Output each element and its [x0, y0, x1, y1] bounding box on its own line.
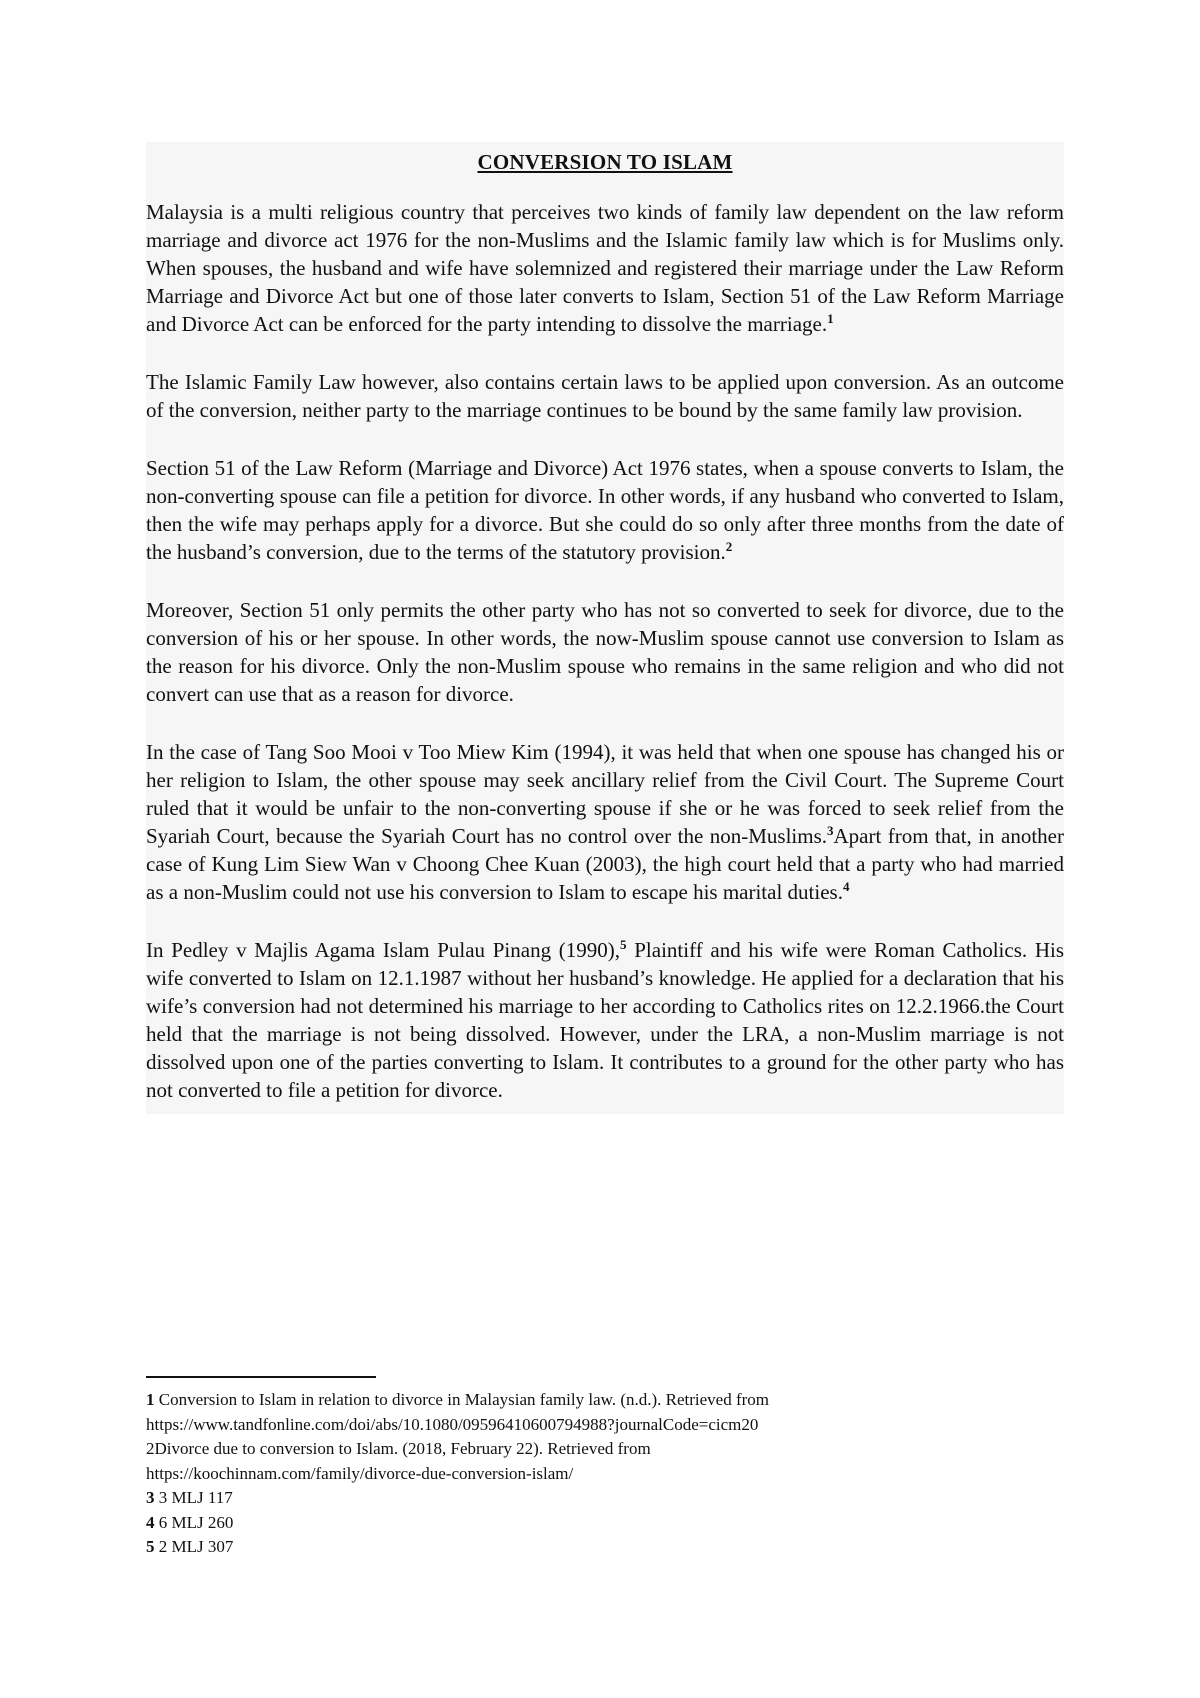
footnote-ref-4[interactable]: 4 [842, 879, 850, 894]
paragraph-text: In the case of Tang Soo Mooi v Too Miew Kim (1994), it was held that when one spouse has changed his or her religion to Islam, the other spouse may seek ancillary relief from the Civil Court. The Supreme Court ruled that it would be unfair to the non-converting spouse if she or he was forced to seek relief from the Syariah Court, because the Syariah Court has no control over the non-Muslims. [146, 740, 1064, 848]
paragraph-5 [146, 738, 1064, 906]
footnote-1-url[interactable] [146, 1413, 1064, 1438]
footnote-1 [146, 1388, 1064, 1413]
footnote-2 [146, 1437, 1064, 1462]
footnote-3 [146, 1486, 1064, 1511]
footnote-link[interactable]: https://koochinnam.com/family/divorce-due-conversion-islam/ [146, 1463, 574, 1483]
paragraph-4 [146, 596, 1064, 708]
footnotes [146, 1388, 1064, 1560]
footnote-text: 3 MLJ 117 [154, 1488, 233, 1507]
footnote-ref-5[interactable]: 5 [620, 937, 627, 952]
footnote-separator [146, 1376, 376, 1378]
footnote-ref-3[interactable]: 3 [827, 823, 834, 838]
footnote-ref-1[interactable]: 1 [827, 311, 834, 326]
footnote-number: 1 [146, 1390, 155, 1409]
footnote-5 [146, 1535, 1064, 1560]
footnote-4 [146, 1511, 1064, 1536]
paragraph-text: Section 51 of the Law Reform (Marriage and Divorce) Act 1976 states, when a spouse converts to Islam, the non-converting spouse can file a petition for divorce. In other words, if any husband who converted to Islam, then the wife may perhaps apply for a divorce. But she could do so only after three months from the date of the husband’s conversion, due to the terms of the statutory provision. [146, 456, 1064, 564]
footnote-link[interactable]: https://www.tandfonline.com/doi/abs/10.1080/09596410600794988?journalCode=cicm20 [146, 1414, 759, 1434]
footnote-number: 4 [146, 1512, 155, 1532]
footnote-number: 3 [146, 1488, 155, 1507]
footnote-text: Conversion to Islam in relation to divorce in Malaysian family law. (n.d.). Retrieved from [154, 1390, 770, 1409]
footnote-2-url[interactable] [146, 1462, 1064, 1487]
paragraph-1 [146, 198, 1064, 338]
document-body [146, 142, 1064, 1114]
paragraph-text: Malaysia is a multi religious country that perceives two kinds of family law dependent on the law reform marriage and divorce act 1976 for the non-Muslims and the Islamic family law which is for Muslims only. When spouses, the husband and wife have solemnized and registered their marriage under the Law Reform Marriage and Divorce Act but one of those later converts to Islam, Section 51 of the Law Reform Marriage and Divorce Act can be enforced for the party intending to dissolve the marriage. [146, 200, 1064, 336]
footnote-number: 5 [146, 1537, 155, 1556]
footnote-ref-2[interactable]: 2 [725, 539, 733, 554]
paragraph-text: The Islamic Family Law however, also contains certain laws to be applied upon conversion. As an outcome of the conversion, neither party to the marriage continues to be bound by the same family law provision. [146, 370, 1064, 422]
paragraph-6 [146, 936, 1064, 1104]
paragraph-text-continued: Apart from that, in another case of Kung Lim Siew Wan v Choong Chee Kuan (2003), the high court held that a party who had married as a non-Muslim could not use his conversion to Islam to escape his marital duties. [146, 824, 1064, 904]
footnote-text: 2Divorce due to conversion to Islam. (2018, February 22). Retrieved from [146, 1439, 651, 1458]
paragraph-2 [146, 368, 1064, 424]
document-title: CONVERSION TO ISLAM [477, 150, 733, 174]
paragraph-text: In Pedley v Majlis Agama Islam Pulau Pinang (1990), [146, 938, 621, 962]
paragraph-3 [146, 454, 1064, 566]
footnote-text: 2 MLJ 307 [154, 1537, 234, 1556]
footnote-text: 6 MLJ 260 [154, 1512, 234, 1532]
paragraph-text-continued: Plaintiff and his wife were Roman Catholics. His wife converted to Islam on 12.1.1987 without her husband’s knowledge. He applied for a declaration that his wife’s conversion had not determined his marriage to her according to Catholics rites on 12.2.1966.the Court held that the marriage is not being dissolved. However, under the LRA, a non-Muslim marriage is not dissolved upon one of the parties converting to Islam. It contributes to a ground for the other party who has not converted to file a petition for divorce. [146, 938, 1064, 1102]
paragraph-text: Moreover, Section 51 only permits the other party who has not so converted to seek for divorce, due to the conversion of his or her spouse. In other words, the now-Muslim spouse cannot use conversion to Islam as the reason for his divorce. Only the non-Muslim spouse who remains in the same religion and who did not convert can use that as a reason for divorce. [146, 598, 1064, 706]
